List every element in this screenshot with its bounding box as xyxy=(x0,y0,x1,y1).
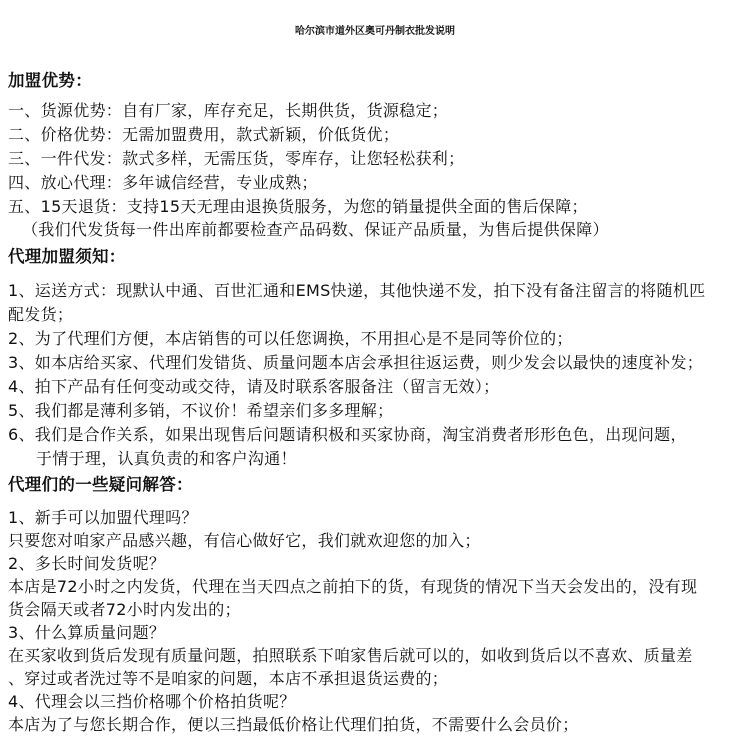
faq-question: 1、新手可以加盟代理吗？ xyxy=(8,508,198,527)
advantage-item: 五、15天退货：支持15天无理由退换货服务，为您的销量提供全面的售后保障； xyxy=(8,197,588,216)
notice-line: 4、拍下产品有任何变动或交待，请及时联系客服备注（留言无效）； xyxy=(8,377,500,396)
faq-heading: 代理们的一些疑问解答： xyxy=(8,475,193,494)
notice-line: 2、为了代理们方便，本店销售的可以任您调换，不用担心是不是同等价位的； xyxy=(8,329,573,348)
faq-answer: 本店为了与您长期合作，便以三挡最低价格让代理们拍货，不需要什么会员价； xyxy=(8,715,579,734)
notice-line: 1、运送方式：现默认中通、百世汇通和EMS快递，其他快递不发，拍下没有备注留言的将随机匹 xyxy=(8,281,706,300)
notice-line: 3、如本店给买家、代理们发错货、质量问题本店会承担往返运费，则少发会以最快的速度补发； xyxy=(8,353,704,372)
advantage-item: 四、放心代理：多年诚信经营，专业成熟； xyxy=(8,173,318,192)
notice-line: 6、我们是合作关系，如果出现售后问题请积极和买家协商，淘宝消费者形形色色，出现问题， xyxy=(8,425,687,444)
advantage-item: 一、货源优势：自有厂家，库存充足，长期供货，货源稳定； xyxy=(8,101,449,120)
notice-line: 于情于理，认真负责的和客户沟通！ xyxy=(36,449,297,468)
advantages-heading: 加盟优势： xyxy=(8,71,92,90)
faq-question: 3、什么算质量问题？ xyxy=(8,623,166,642)
advantage-item: 三、一件代发：款式多样，无需压货，零库存，让您轻松获利； xyxy=(8,149,465,168)
advantage-item: 二、价格优势：无需加盟费用，款式新颖，价低货优； xyxy=(8,125,400,144)
notice-line: 5、我们都是薄利多销，不议价！希望亲们多多理解； xyxy=(8,401,394,420)
faq-answer: 货会隔天或者72小时内发出的； xyxy=(8,600,241,619)
advantage-note: （我们代发货每一件出库前都要检查产品码数、保证产品质量，为售后提供保障） xyxy=(22,220,609,239)
page-title: 哈尔滨市道外区奥可丹制衣批发说明 xyxy=(295,26,455,37)
notice-heading: 代理加盟须知： xyxy=(8,247,126,266)
faq-question: 2、多长时间发货呢？ xyxy=(8,554,166,573)
faq-answer: 、穿过或者洗过等不是咱家的问题，本店不承担退货运费的； xyxy=(8,669,449,688)
faq-answer: 本店是72小时之内发货，代理在当天四点之前拍下的货，有现货的情况下当天会发出的，没有现 xyxy=(8,577,698,596)
faq-answer: 在买家收到货后发现有质量问题，拍照联系下咱家售后就可以的，如收到货后以不喜欢、质量差 xyxy=(8,646,693,665)
faq-answer: 只要您对咱家产品感兴趣，有信心做好它，我们就欢迎您的加入； xyxy=(8,531,481,550)
notice-line: 配发货； xyxy=(8,305,74,324)
faq-question: 4、代理会以三挡价格哪个价格拍货呢？ xyxy=(8,692,296,711)
